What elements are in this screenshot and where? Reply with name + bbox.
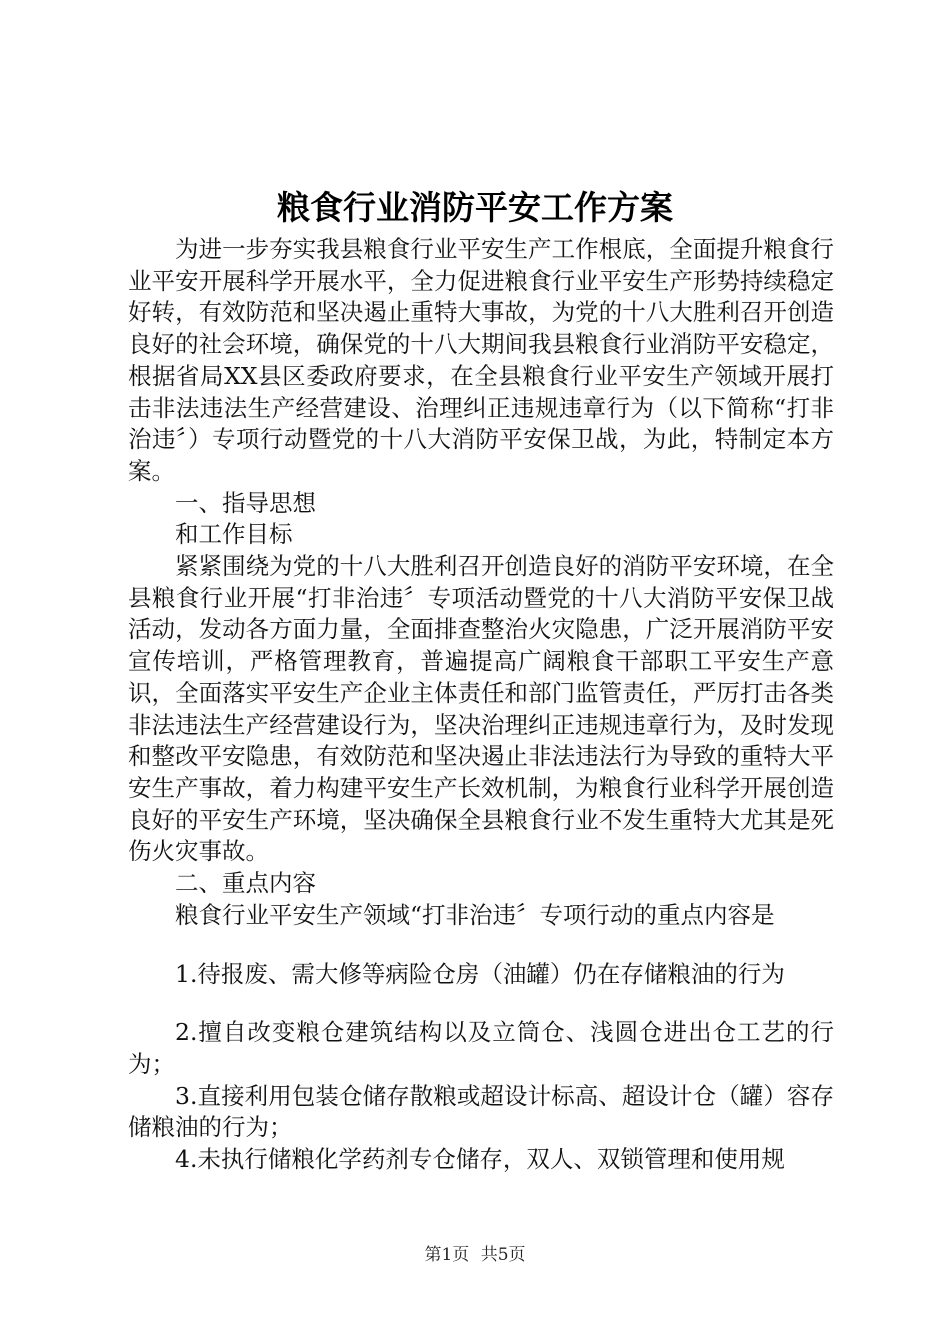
- section-1-subheading: 和工作目标: [175, 520, 293, 549]
- intro-paragraph: 为进一步夯实我县粮食行业平安生产工作根底，全面提升粮食行业平安开展科学开展水平，全力促进粮食行业平安生产形势持续稳定好转，有效防范和坚决遏止重特大事故，为党的十八大胜利召开创造良好的社会环境，确保党的十八大期间我县粮食行业消防平安稳定，根据省局XX县区委政府要求，在全县粮食行业平安生产领域开展打击非法违法生产经营建设、治理纠正违规违章行为（以下简称“打非治违〞）专项行动暨党的十八大消防平安保卫战，为此，特制定本方案。: [128, 235, 834, 485]
- section-2-heading: 二、重点内容: [175, 869, 316, 898]
- document-body: [128, 234, 834, 1176]
- section-2-intro: 粮食行业平安生产领域“打非治违〞专项行动的重点内容是: [175, 900, 775, 929]
- section-1-heading: 一、指导思想: [175, 488, 316, 517]
- page-number: 第1页: [424, 1245, 470, 1265]
- list-item-2: 2.擅自改变粮仓建筑结构以及立筒仓、浅圆仓进出仓工艺的行为；: [128, 1018, 834, 1078]
- page-total: 共5页: [480, 1245, 526, 1265]
- document-title: 粮食行业消防平安工作方案: [277, 188, 673, 227]
- section-1-body: 紧紧围绕为党的十八大胜利召开创造良好的消防平安环境，在全县粮食行业开展“打非治违〞专项活动暨党的十八大消防平安保卫战活动，发动各方面力量，全面排查整治火灾隐患，广泛开展消防平安宣传培训，严格管理教育，普遍提高广阔粮食干部职工平安生产意识，全面落实平安生产企业主体责任和部门监管责任，严厉打击各类非法违法生产经营建设行为，坚决治理纠正违规违章行为，及时发现和整改平安隐患，有效防范和坚决遏止非法违法行为导致的重特大平安生产事故，着力构建平安生产长效机制，为粮食行业科学开展创造良好的平安生产环境，坚决确保全县粮食行业不发生重特大尤其是死伤火灾事故。: [128, 552, 834, 866]
- list-item-4: 4.未执行储粮化学药剂专仓储存，双人、双锁管理和使用规: [175, 1144, 785, 1173]
- list-item-1: 1.待报废、需大修等病险仓房（油罐）仍在存储粮油的行为: [175, 960, 785, 989]
- page-footer: [0, 1244, 950, 1266]
- list-item-3: 3.直接利用包装仓储存散粮或超设计标高、超设计仓（罐）容存储粮油的行为；: [128, 1081, 834, 1142]
